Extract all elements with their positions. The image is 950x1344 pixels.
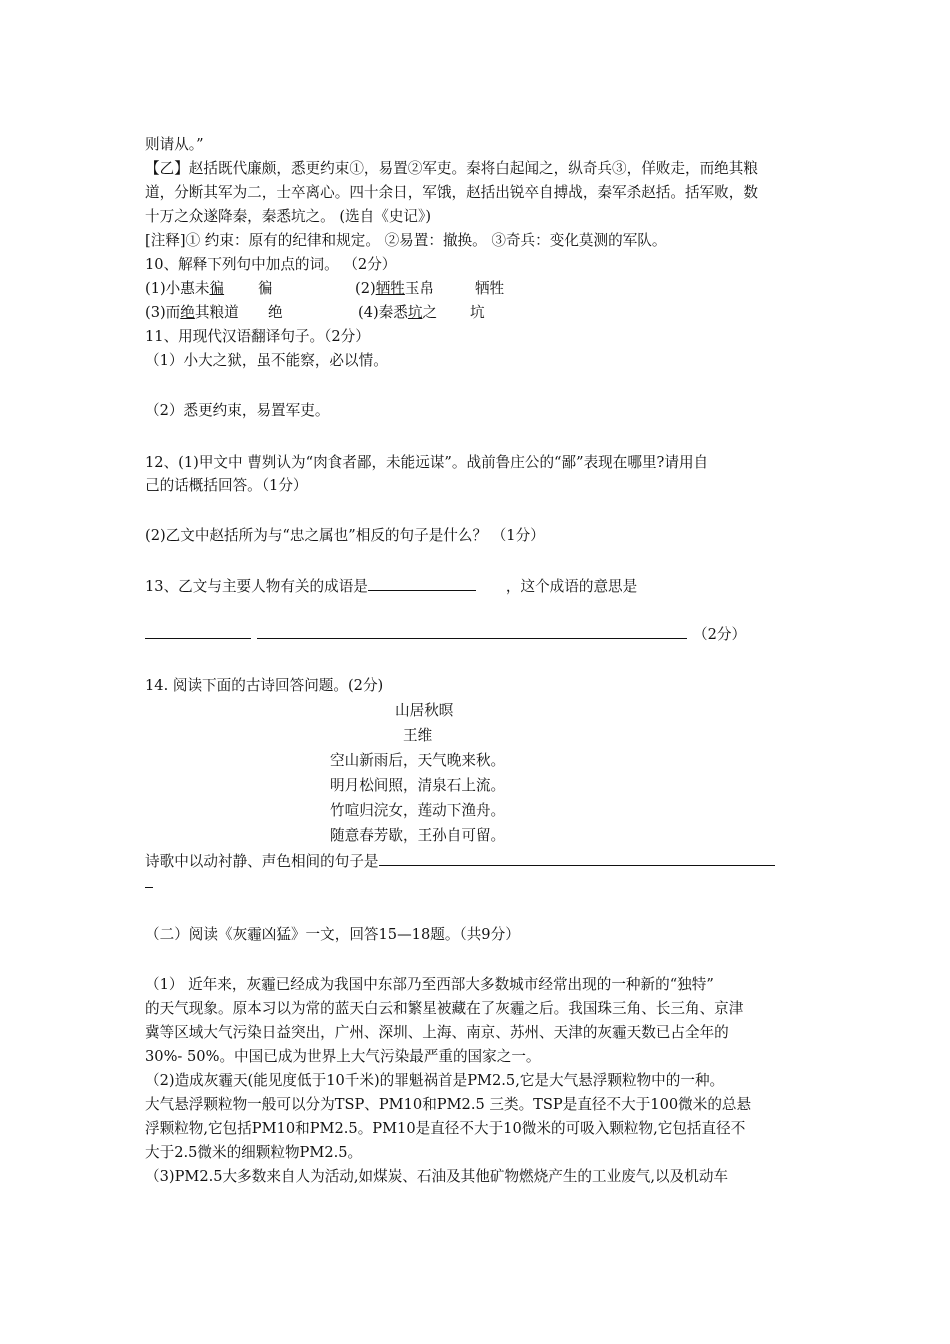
poem-line: 空山新雨后，天气晚来秋。 [330,752,506,769]
text-line: 己的话概括回答。（1分） [145,477,308,494]
answer-blank[interactable] [368,576,476,591]
q11-part-2: （2）悉更约束，易置军吏。 [145,402,330,419]
paragraph-line: （1） 近年来，灰霾已经成为我国中东部乃至西部大多数城市经常出现的一种新的“独特” [145,976,714,993]
q10-item-4: (4)秦悉坑之 [358,304,438,321]
paragraph-line: 大气悬浮颗粒物一般可以分为TSP、PM10和PM2.5 三类。TSP是直径不大于100微米的总悬 [145,1096,752,1113]
paragraph-line: 大于2.5微米的细颗粒物PM2.5。 [145,1144,363,1161]
question-11: 11、用现代汉语翻译句子。（2分） [145,328,370,345]
answer-blank[interactable] [145,624,251,639]
q10-item-2-word: 牺牲 [475,280,505,297]
dotted-word: 牺牲 [375,280,405,297]
question-14: 14. 阅读下面的古诗回答问题。(2分) [145,677,384,694]
q14-answer-line-2 [145,873,153,894]
annotation-line: [注释]① 约束：原有的纪律和规定。 ②易置：撤换。 ③奇兵：变化莫测的军队。 [145,232,667,249]
paragraph-line: 的天气现象。原本习以为常的蓝天白云和繁星被藏在了灰霾之后。我国珠三角、长三角、京津 [145,1000,744,1017]
q10-item-1: (1)小惠未徧 [145,280,225,297]
answer-blank[interactable] [257,624,687,639]
question-12: 12、(1)甲文中 曹刿认为“肉食者鄙，未能远谋”。战前鲁庄公的“鄙”表现在哪里?请用自 [145,454,709,471]
paragraph-line: （3)PM2.5大多数来自人为活动,如煤炭、石油及其他矿物燃烧产生的工业废气,以及机动车 [145,1168,729,1185]
poem-author: 王维 [403,727,433,744]
q10-item-3-word: 绝 [268,304,283,321]
q14-answer-line: 诗歌中以动衬静、声色相间的句子是 [145,851,775,872]
q10-item-4-word: 坑 [470,304,485,321]
poem-title: 山居秋暝 [395,702,454,719]
poem-line: 明月松间照，清泉石上流。 [330,777,506,794]
paragraph-line: 浮颗粒物,它包括PM10和PM2.5。PM10是直径不大于10微米的可吸入颗粒物,它包括直径不 [145,1120,746,1137]
q11-part-1: （1）小大之狱，虽不能察，必以情。 [145,352,388,369]
dotted-word: 绝 [180,304,195,321]
q10-item-1-word: 徧 [258,280,273,297]
text-line: 十万之众遂降秦，秦悉坑之。 (选自《史记》) [145,208,432,225]
question-13: 13、乙文与主要人物有关的成语是 ，这个成语的意思是 [145,578,638,595]
q12-part-2: (2)乙文中赵括所为与“忠之属也”相反的句子是什么？ （1分） [145,527,545,544]
paragraph-line: 冀等区域大气污染日益突出，广州、深圳、上海、南京、苏州、天津的灰霾天数已占全年的 [145,1024,729,1041]
q13-answer-line: （2分） [145,624,746,645]
answer-blank[interactable] [379,851,775,866]
question-10: 10、解释下列句中加点的词。 （2分） [145,256,397,273]
text-line: 则请从。” [145,136,204,153]
dotted-word: 坑 [407,304,423,321]
poem-line: 随意春芳歇，王孙自可留。 [330,827,506,844]
text-line: 道，分断其军为二，士卒离心。四十余日，军饿，赵括出锐卒自搏战，秦军杀赵括。括军败，数 [145,184,758,201]
section-heading: （二）阅读《灰霾凶猛》一文，回答15—18题。（共9分） [145,926,520,943]
paragraph-line: 30%- 50%。中国已成为世界上大气污染最严重的国家之一。 [145,1048,541,1065]
dotted-word: 徧 [209,280,225,297]
q10-item-2: (2)牺牲玉帛 [355,280,435,297]
q10-item-3: (3)而绝其粮道 [145,304,239,321]
text-line: 【乙】赵括既代廉颇，悉更约束①，易置②军吏。秦将白起闻之，纵奇兵③，佯败走，而绝其粮 [145,160,758,177]
paragraph-line: （2)造成灰霾天(能见度低于10千米)的罪魁祸首是PM2.5,它是大气悬浮颗粒物中的一种。 [145,1072,725,1089]
answer-blank[interactable] [145,873,153,888]
poem-line: 竹喧归浣女，莲动下渔舟。 [330,802,506,819]
